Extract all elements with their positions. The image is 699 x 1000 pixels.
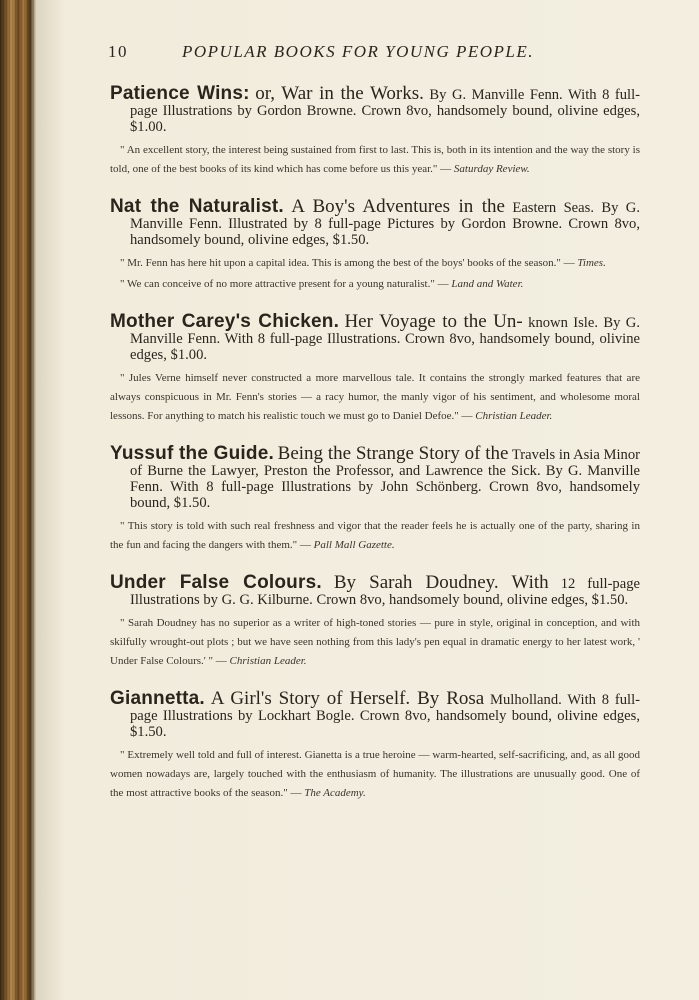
book-subtitle: A Boy's Adventures in the [291, 196, 505, 217]
review-quote [110, 517, 640, 555]
book-details: 12 full-page Illustrations by G. G. Kilburne. Crown 8vo, handsomely bound, olivine edges, $1.50. [130, 576, 640, 608]
book-details: known Isle. By G. Manville Fenn. With 8 full-page Illustrations. Crown 8vo, handsomely bound, olivine edges, $1.00. [130, 315, 640, 363]
review-source: Saturday Review. [453, 163, 530, 175]
book-title: Yussuf the Guide. [110, 443, 274, 464]
book-details: Travels in Asia Minor of Burne the Lawyer, Preston the Professor, and Lawrence the Sick. By G. Manville Fenn. With 8 full-page Illustrations by John Schönberg. Crown 8vo, handsomely bound, $1.50. [130, 447, 641, 511]
book-description [110, 443, 641, 511]
review-text: " This story is told with such real freshness and vigor that the reader feels he is actually one of the party, sharing in the fun and facing the dangers with them." — [110, 520, 640, 551]
book-title: Patience Wins: [110, 83, 250, 104]
review-source: Pall Mall Gazette. [313, 539, 395, 551]
book-description [110, 83, 641, 135]
book-title: Giannetta. [110, 688, 205, 709]
running-title: POPULAR BOOKS FOR YOUNG PEOPLE. [182, 42, 535, 61]
book-subtitle: Her Voyage to the Un- [344, 311, 523, 332]
book-title: Mother Carey's Chicken. [110, 311, 340, 332]
review-quote [110, 369, 640, 426]
book-entry [110, 688, 640, 803]
review-source: Christian Leader. [475, 410, 553, 422]
book-title: Nat the Naturalist. [110, 196, 284, 217]
book-description [110, 311, 640, 363]
review-quote [110, 746, 640, 803]
book-title: Under False Colours. [110, 572, 322, 593]
review-text: " Jules Verne himself never constructed a more marvellous tale. It contains the strongly marked features that are always conspicuous in Mr. Fenn's stories — a racy humor, the manly vigor of his sentiment, and wholesome moral lessons. For anything to match his realistic touch we must go to Daniel Defoe." — [110, 372, 640, 422]
review-quote [110, 614, 640, 671]
book-description [110, 688, 640, 740]
review-text: " Sarah Doudney has no superior as a writer of high-toned stories — pure in style, original in conception, and with skilfully wrought-out plots ; but we have seen nothing from this lady's pen equal in dramatic energy to her latest work, ' Under False Colours.' " — [110, 617, 640, 667]
review-text: " Mr. Fenn has here hit upon a capital idea. This is among the best of the boys' books of the season." — [120, 257, 578, 269]
book-subtitle: By Sarah Doudney. With [333, 572, 549, 593]
book-entry [110, 196, 640, 294]
review-source: The Academy. [304, 787, 366, 799]
book-details: Eastern Seas. By G. Manville Fenn. Illustrated by 8 full-page Pictures by Gordon Browne. Crown 8vo, handsomely bound, olivine edges, $1.50. [130, 200, 640, 248]
book-entry [110, 443, 641, 555]
review-text: " We can conceive of no more attractive present for a young naturalist." — [120, 278, 452, 290]
book-binding-edge [0, 0, 36, 1000]
book-subtitle: A Girl's Story of Herself. By Rosa [210, 688, 485, 709]
book-details: By G. Manville Fenn. With 8 full-page Illustrations by Gordon Browne. Crown 8vo, handsomely bound, olivine edges, $1.00. [130, 87, 641, 135]
page-number: 10 [108, 42, 128, 61]
review-quote [110, 141, 640, 179]
book-subtitle: or, War in the Works. [255, 83, 424, 104]
book-entry [110, 83, 641, 179]
book-details: Mulholland. With 8 full-page Illustrations by Lockhart Bogle. Crown 8vo, handsomely bound, olivine edges, $1.50. [130, 692, 640, 740]
review-source: Land and Water. [451, 278, 524, 290]
review-text: " Extremely well told and full of interest. Gianetta is a true heroine — warm-hearted, self-sacrificing, and, as all good women nowadays are, largely touched with the enthusiasm of humanity. The illustrations are unusually good. One of the most attractive books of the season." — [110, 749, 640, 799]
book-listings [110, 83, 641, 823]
book-subtitle: Being the Strange Story of the [277, 443, 509, 464]
book-entry [110, 572, 640, 671]
review-quote [110, 254, 640, 273]
review-source: Christian Leader. [229, 655, 307, 667]
book-description [110, 196, 640, 248]
book-entry [110, 311, 640, 426]
review-text: " An excellent story, the interest being sustained from first to last. This is, both in its intention and the way the story is told, one of the best books of its kind which has come before us this year." — [110, 144, 640, 175]
review-source: Times. [577, 257, 606, 269]
review-quote [110, 275, 640, 294]
book-description [110, 572, 640, 608]
